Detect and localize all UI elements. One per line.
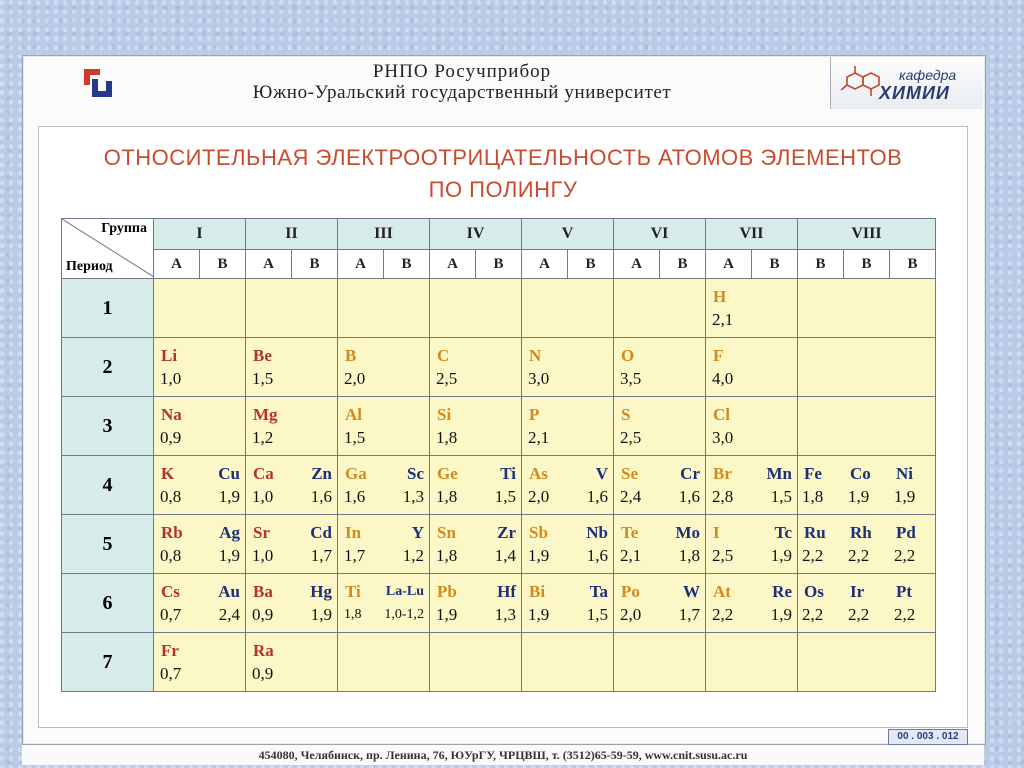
electronegativity-value: 1,5: [252, 369, 274, 388]
element-symbol: Sc: [407, 464, 424, 483]
electronegativity-value: 3,0: [712, 428, 734, 447]
electronegativity-value: 1,8: [678, 546, 700, 565]
header: [22, 55, 984, 111]
electronegativity-value: 1,8: [436, 428, 458, 447]
subgroup-header: В: [844, 250, 890, 279]
electronegativity-value: 0,9: [160, 428, 182, 447]
electronegativity-value: 1,0-1,2: [384, 607, 424, 622]
subgroup-header: А: [154, 250, 200, 279]
electronegativity-value: 2,2: [894, 546, 916, 565]
period-number: 2: [62, 338, 154, 397]
electronegativity-value: 1,9: [218, 487, 240, 506]
element-symbol: Br: [713, 464, 732, 483]
element-symbol: Zr: [497, 523, 516, 542]
element-symbol: Au: [218, 582, 240, 601]
electronegativity-value: 1,6: [586, 487, 608, 506]
element-symbol: N: [529, 346, 542, 365]
element-cell: [338, 633, 430, 692]
electronegativity-value: 2,5: [436, 369, 458, 388]
subgroup-header: В: [476, 250, 522, 279]
period-row: [62, 279, 936, 338]
element-cell: [522, 633, 614, 692]
electronegativity-value: 1,6: [678, 487, 700, 506]
electronegativity-value: 1,9: [894, 487, 916, 506]
element-cell: [154, 338, 246, 397]
electronegativity-value: 1,6: [586, 546, 608, 565]
element-cell: [154, 456, 246, 515]
element-symbol: At: [713, 582, 731, 601]
element-symbol: Ga: [345, 464, 367, 483]
subgroup-header: В: [200, 250, 246, 279]
element-cell: [798, 574, 936, 633]
electronegativity-value: 1,5: [586, 605, 608, 624]
electronegativity-value: 2,0: [344, 369, 366, 388]
element-cell: [706, 633, 798, 692]
electronegativity-value: 1,0: [252, 546, 274, 565]
electronegativity-value: 2,2: [848, 546, 870, 565]
table-subtitle: ПО ПОЛИНГУ: [428, 177, 578, 202]
electronegativity-value: 1,3: [402, 487, 424, 506]
electronegativity-value: 1,8: [344, 607, 362, 622]
electronegativity-value: 1,8: [436, 546, 458, 565]
electronegativity-value: 1,9: [528, 546, 550, 565]
electronegativity-value: 0,8: [160, 487, 182, 506]
element-symbol: Ca: [253, 464, 274, 483]
subgroup-header: В: [660, 250, 706, 279]
electronegativity-value: 1,9: [770, 546, 792, 565]
element-cell: [614, 279, 706, 338]
element-cell: [430, 338, 522, 397]
electronegativity-value: 2,2: [712, 605, 734, 624]
electronegativity-value: 1,0: [252, 487, 274, 506]
element-cell: [522, 456, 614, 515]
group-header: VI: [614, 219, 706, 250]
element-cell: [338, 397, 430, 456]
element-symbol: Bi: [529, 582, 546, 601]
element-symbol: Ba: [253, 582, 273, 601]
element-symbol: Rb: [161, 523, 183, 542]
electronegativity-value: 2,1: [712, 310, 734, 329]
element-symbol: Cs: [161, 582, 180, 601]
element-cell: [522, 574, 614, 633]
subgroup-header: В: [384, 250, 430, 279]
element-symbol: Rh: [850, 523, 872, 542]
element-symbol: Se: [621, 464, 638, 483]
electronegativity-value: 1,7: [310, 546, 332, 565]
electronegativity-value: 0,9: [252, 605, 274, 624]
electronegativity-value: 2,1: [620, 546, 642, 565]
element-symbol: P: [529, 405, 540, 424]
subgroup-header: А: [706, 250, 752, 279]
element-cell: [614, 456, 706, 515]
electronegativity-value: 2,5: [620, 428, 642, 447]
electronegativity-value: 1,5: [770, 487, 792, 506]
element-cell: [522, 515, 614, 574]
electronegativity-value: 2,1: [528, 428, 550, 447]
element-symbol: I: [713, 523, 720, 542]
element-symbol: La-Lu: [385, 584, 424, 599]
department-label: кафедра: [899, 67, 957, 83]
electronegativity-value: 2,2: [848, 605, 870, 624]
element-symbol: Y: [411, 523, 424, 542]
element-cell: [154, 574, 246, 633]
element-symbol: Tc: [774, 523, 792, 542]
subgroup-header-row: [62, 250, 936, 279]
electronegativity-value: 1,8: [436, 487, 458, 506]
poster-code: 00 . 003 . 012: [888, 729, 968, 745]
element-cell: [430, 397, 522, 456]
electronegativity-value: 1,9: [310, 605, 332, 624]
group-header: III: [338, 219, 430, 250]
element-symbol: Mn: [766, 464, 792, 483]
element-cell: [706, 338, 798, 397]
element-symbol: As: [529, 464, 548, 483]
element-cell: [246, 338, 338, 397]
element-symbol: Hg: [310, 582, 332, 601]
subgroup-header: А: [614, 250, 660, 279]
subgroup-header: А: [338, 250, 384, 279]
element-symbol: Po: [621, 582, 640, 601]
electronegativity-value: 1,9: [770, 605, 792, 624]
electronegativity-value: 1,5: [344, 428, 366, 447]
element-symbol: Cl: [713, 405, 730, 424]
element-cell: [430, 574, 522, 633]
electronegativity-value: 1,7: [344, 546, 366, 565]
element-cell: [338, 456, 430, 515]
molecule-icon: [837, 63, 881, 103]
element-symbol: Cd: [310, 523, 332, 542]
corner-cell: [62, 219, 154, 279]
electronegativity-value: 2,0: [528, 487, 550, 506]
electronegativity-value: 1,9: [848, 487, 870, 506]
element-cell: [338, 574, 430, 633]
element-symbol: Al: [345, 405, 362, 424]
element-cell: [154, 397, 246, 456]
electronegativity-value: 1,5: [494, 487, 516, 506]
element-symbol: F: [713, 346, 724, 365]
element-cell: [706, 279, 798, 338]
element-cell: [798, 397, 936, 456]
period-row: [62, 338, 936, 397]
electronegativity-value: 2,2: [802, 546, 824, 565]
element-symbol: Ru: [804, 523, 826, 542]
element-symbol: Mg: [253, 405, 278, 424]
subgroup-header: В: [798, 250, 844, 279]
electronegativity-value: 2,8: [712, 487, 734, 506]
element-symbol: Nb: [586, 523, 608, 542]
electronegativity-value: 0,7: [160, 605, 182, 624]
element-cell: [246, 515, 338, 574]
electronegativity-value: 1,9: [528, 605, 550, 624]
element-symbol: Zn: [311, 464, 332, 483]
element-symbol: Sr: [253, 523, 270, 542]
subgroup-header: В: [890, 250, 936, 279]
element-cell: [798, 515, 936, 574]
element-cell: [246, 456, 338, 515]
period-number: 7: [62, 633, 154, 692]
period-row: [62, 574, 936, 633]
element-cell: [338, 338, 430, 397]
element-symbol: B: [345, 346, 357, 365]
element-cell: [338, 279, 430, 338]
group-header: IV: [430, 219, 522, 250]
table-title: ОТНОСИТЕЛЬНАЯ ЭЛЕКТРООТРИЦАТЕЛЬНОСТЬ АТОМОВ ЭЛЕМЕНТОВ: [103, 145, 903, 170]
element-cell: [706, 397, 798, 456]
chart-board: [38, 126, 968, 728]
element-cell: [246, 397, 338, 456]
electronegativity-value: 1,7: [678, 605, 700, 624]
element-symbol: Ti: [345, 582, 361, 601]
period-number: 6: [62, 574, 154, 633]
element-cell: [706, 515, 798, 574]
period-row: [62, 397, 936, 456]
period-label: Период: [66, 259, 113, 274]
element-symbol: Os: [804, 582, 824, 601]
electronegativity-value: 1,6: [310, 487, 332, 506]
electronegativity-value: 0,9: [252, 664, 274, 683]
electronegativity-value: 1,9: [218, 546, 240, 565]
university-name: Южно-Уральский государственный университет: [252, 82, 672, 103]
electronegativity-value: 1,0: [160, 369, 182, 388]
element-cell: [706, 574, 798, 633]
element-cell: [798, 456, 936, 515]
element-symbol: S: [621, 405, 631, 424]
electronegativity-value: 2,4: [218, 605, 240, 624]
element-cell: [522, 279, 614, 338]
element-symbol: Ti: [500, 464, 516, 483]
element-symbol: Fe: [804, 464, 822, 483]
element-cell: [154, 279, 246, 338]
group-header: VIII: [798, 219, 936, 250]
element-cell: [246, 574, 338, 633]
electronegativity-table: [61, 218, 936, 692]
element-symbol: Li: [161, 346, 178, 365]
element-symbol: Ni: [896, 464, 913, 483]
element-cell: [522, 397, 614, 456]
element-symbol: W: [683, 582, 700, 601]
footer-address: 454080, Челябинск, пр. Ленина, 76, ЮУрГУ, ЧРЦВШ, т. (3512)65-59-59, www.cnit.susu.ac.ru: [22, 745, 984, 765]
electronegativity-value: 2,2: [802, 605, 824, 624]
element-symbol: Sb: [529, 523, 548, 542]
electronegativity-value: 1,2: [252, 428, 274, 447]
electronegativity-value: 1,9: [436, 605, 458, 624]
element-cell: [706, 456, 798, 515]
element-symbol: Hf: [497, 582, 516, 601]
element-symbol: Fr: [161, 641, 179, 660]
element-symbol: Si: [437, 405, 452, 424]
element-symbol: C: [437, 346, 450, 365]
element-symbol: H: [713, 287, 727, 306]
subgroup-header: В: [292, 250, 338, 279]
electronegativity-value: 3,5: [620, 369, 642, 388]
group-header-row: [62, 219, 936, 250]
element-cell: [430, 515, 522, 574]
electronegativity-value: 1,2: [402, 546, 424, 565]
element-symbol: Sn: [437, 523, 456, 542]
element-symbol: Ra: [253, 641, 274, 660]
subgroup-header: А: [246, 250, 292, 279]
element-symbol: Ir: [850, 582, 865, 601]
org-name: РНПО Росучприбор: [372, 61, 552, 82]
element-cell: [246, 279, 338, 338]
element-symbol: Pt: [896, 582, 913, 601]
element-symbol: In: [345, 523, 362, 542]
element-cell: [614, 574, 706, 633]
period-row: [62, 515, 936, 574]
element-symbol: Cr: [680, 464, 700, 483]
element-cell: [798, 338, 936, 397]
group-header: VII: [706, 219, 798, 250]
period-number: 4: [62, 456, 154, 515]
element-symbol: Na: [161, 405, 182, 424]
electronegativity-value: 1,4: [494, 546, 516, 565]
period-number: 3: [62, 397, 154, 456]
period-number: 1: [62, 279, 154, 338]
element-cell: [614, 633, 706, 692]
electronegativity-value: 2,0: [620, 605, 642, 624]
electronegativity-value: 1,3: [494, 605, 516, 624]
element-cell: [798, 633, 936, 692]
element-symbol: K: [161, 464, 175, 483]
subgroup-header: В: [752, 250, 798, 279]
period-row: [62, 456, 936, 515]
element-symbol: O: [621, 346, 635, 365]
element-symbol: Ge: [437, 464, 458, 483]
electronegativity-value: 4,0: [712, 369, 734, 388]
subgroup-header: В: [568, 250, 614, 279]
period-number: 5: [62, 515, 154, 574]
element-symbol: Mo: [675, 523, 700, 542]
electronegativity-value: 3,0: [528, 369, 550, 388]
element-symbol: Pd: [896, 523, 916, 542]
element-symbol: Ag: [219, 523, 240, 542]
element-symbol: Pb: [437, 582, 457, 601]
element-cell: [614, 515, 706, 574]
element-cell: [246, 633, 338, 692]
subgroup-header: А: [430, 250, 476, 279]
electronegativity-value: 2,2: [894, 605, 916, 624]
electronegativity-value: 1,6: [344, 487, 366, 506]
element-cell: [522, 338, 614, 397]
electronegativity-value: 1,8: [802, 487, 824, 506]
electronegativity-value: 2,5: [712, 546, 734, 565]
subgroup-header: А: [522, 250, 568, 279]
element-symbol: Ta: [589, 582, 608, 601]
electronegativity-value: 0,7: [160, 664, 182, 683]
electronegativity-value: 0,8: [160, 546, 182, 565]
period-row: [62, 633, 936, 692]
element-cell: [154, 633, 246, 692]
element-symbol: Re: [772, 582, 792, 601]
electronegativity-value: 2,4: [620, 487, 642, 506]
element-cell: [614, 397, 706, 456]
element-cell: [614, 338, 706, 397]
element-symbol: Cu: [218, 464, 240, 483]
group-header: I: [154, 219, 246, 250]
element-symbol: Be: [253, 346, 272, 365]
element-cell: [430, 456, 522, 515]
department-badge: [830, 57, 983, 109]
element-cell: [430, 633, 522, 692]
element-cell: [154, 515, 246, 574]
element-symbol: Co: [850, 464, 871, 483]
element-cell: [338, 515, 430, 574]
element-cell: [798, 279, 936, 338]
group-header: V: [522, 219, 614, 250]
element-symbol: V: [595, 464, 608, 483]
group-header: II: [246, 219, 338, 250]
element-cell: [430, 279, 522, 338]
element-symbol: Te: [621, 523, 639, 542]
department-name: ХИМИИ: [879, 83, 950, 103]
group-label: Группа: [101, 221, 147, 236]
